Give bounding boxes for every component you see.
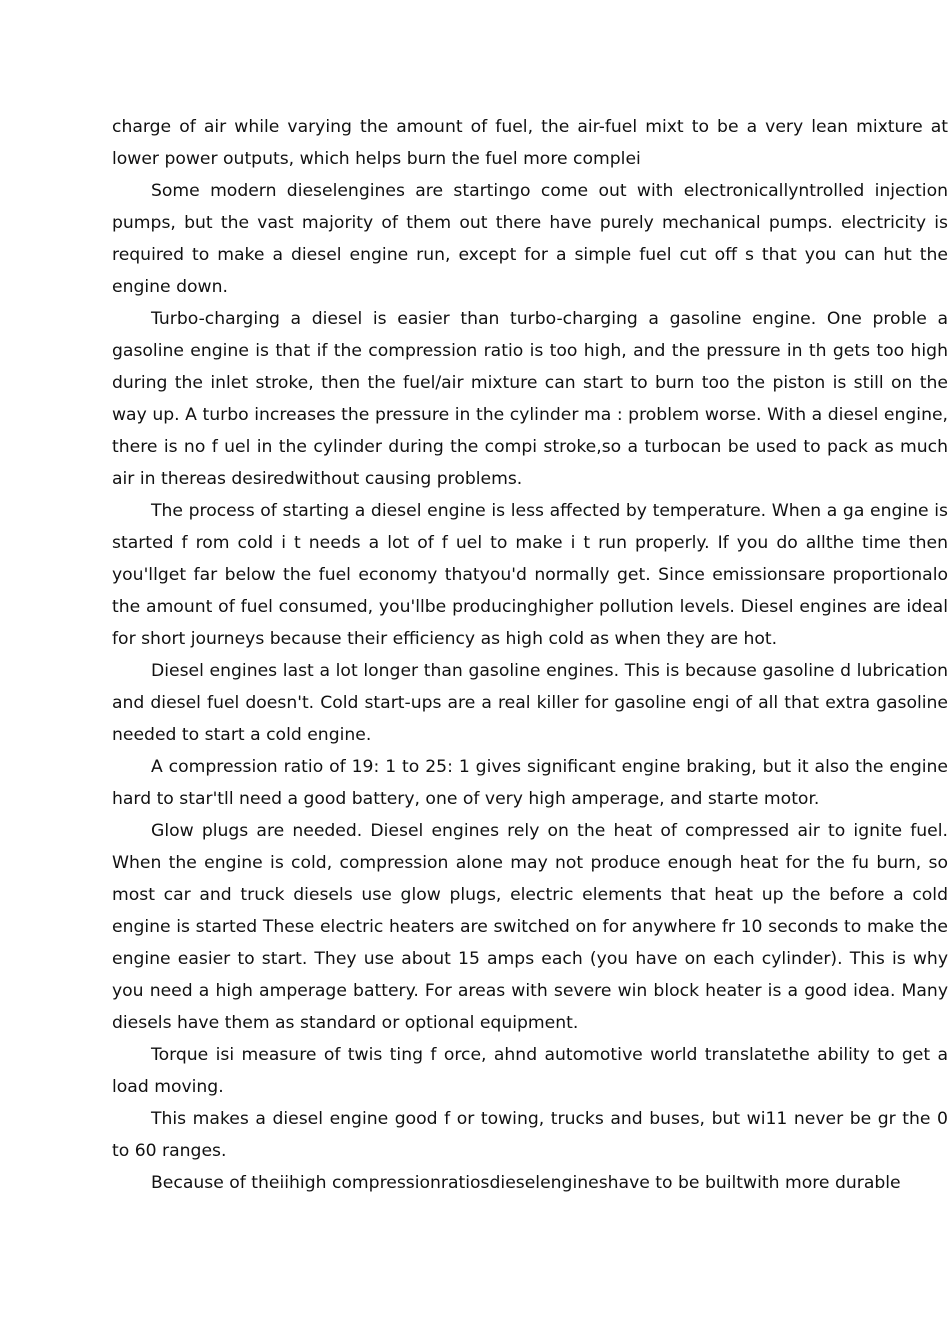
paragraph-4: The process of starting a diesel engine is less affected by temperature. When a ga engine is started f rom cold i t needs a lot of f uel to make i t run properly. If you do allthe time then you'llget far below the fuel economy thatyou'd normally get. Since emissionsare proportionalo the amount of fuel consumed, you'llbe producinghigher pollution levels. Diesel engines are ideal for short journeys because their efficiency as high cold as when they are hot. bbox=[112, 501, 948, 649]
paragraph-10: Because of theiihigh compressionratiosdieselengineshave to be builtwith more durable bbox=[151, 1173, 901, 1193]
document-page bbox=[112, 111, 948, 1199]
paragraph-1: charge of air while varying the amount of fuel, the air-fuel mixt to be a very lean mixture at lower power outputs, which helps burn the fuel more complei bbox=[112, 117, 948, 169]
paragraph-6: A compression ratio of 19: 1 to 25: 1 gives significant engine braking, but it also the engine hard to star'tll need a good battery, one of very high amperage, and starte motor. bbox=[112, 757, 948, 809]
paragraph-7: Glow plugs are needed. Diesel engines rely on the heat of compressed air to ignite fuel. When the engine is cold, compression alone may not produce enough heat for the fu burn, so most car and truck diesels use glow plugs, electric elements that heat up the before a cold engine is started These electric heaters are switched on for anywhere fr 10 seconds to make the engine easier to start. They use about 15 amps each (you have on each cylinder). This is why you need a high amperage battery. For areas with severe win block heater is a good idea. Many diesels have them as standard or optional equipment. bbox=[112, 821, 948, 1033]
paragraph-3: Turbo-charging a diesel is easier than turbo-charging a gasoline engine. One proble a gasoline engine is that if the compression ratio is too high, and the pressure in th gets too high during the inlet stroke, then the fuel/air mixture can start to burn too the piston is still on the way up. A turbo increases the pressure in the cylinder ma : problem worse. With a diesel engine, there is no f uel in the cylinder during the compi stroke,so a turbocan be used to pack as much air in thereas desiredwithout causing problems. bbox=[112, 309, 948, 489]
paragraph-8: Torque isi measure of twis ting f orce, ahnd automotive world translatethe ability to get a load moving. bbox=[112, 1045, 948, 1097]
paragraph-5: Diesel engines last a lot longer than gasoline engines. This is because gasoline d lubrication and diesel fuel doesn't. Cold start-ups are a real killer for gasoline engi of all that extra gasoline needed to start a cold engine. bbox=[112, 661, 948, 745]
paragraph-9: This makes a diesel engine good f or towing, trucks and buses, but wi11 never be gr the 0 to 60 ranges. bbox=[112, 1109, 948, 1161]
paragraph-2: Some modern dieselengines are startingo come out with electronicallyntrolled injection pumps, but the vast majority of them out there have purely mechanical pumps. electricity is required to make a diesel engine run, except for a simple fuel cut off s that you can hut the engine down. bbox=[112, 181, 948, 297]
